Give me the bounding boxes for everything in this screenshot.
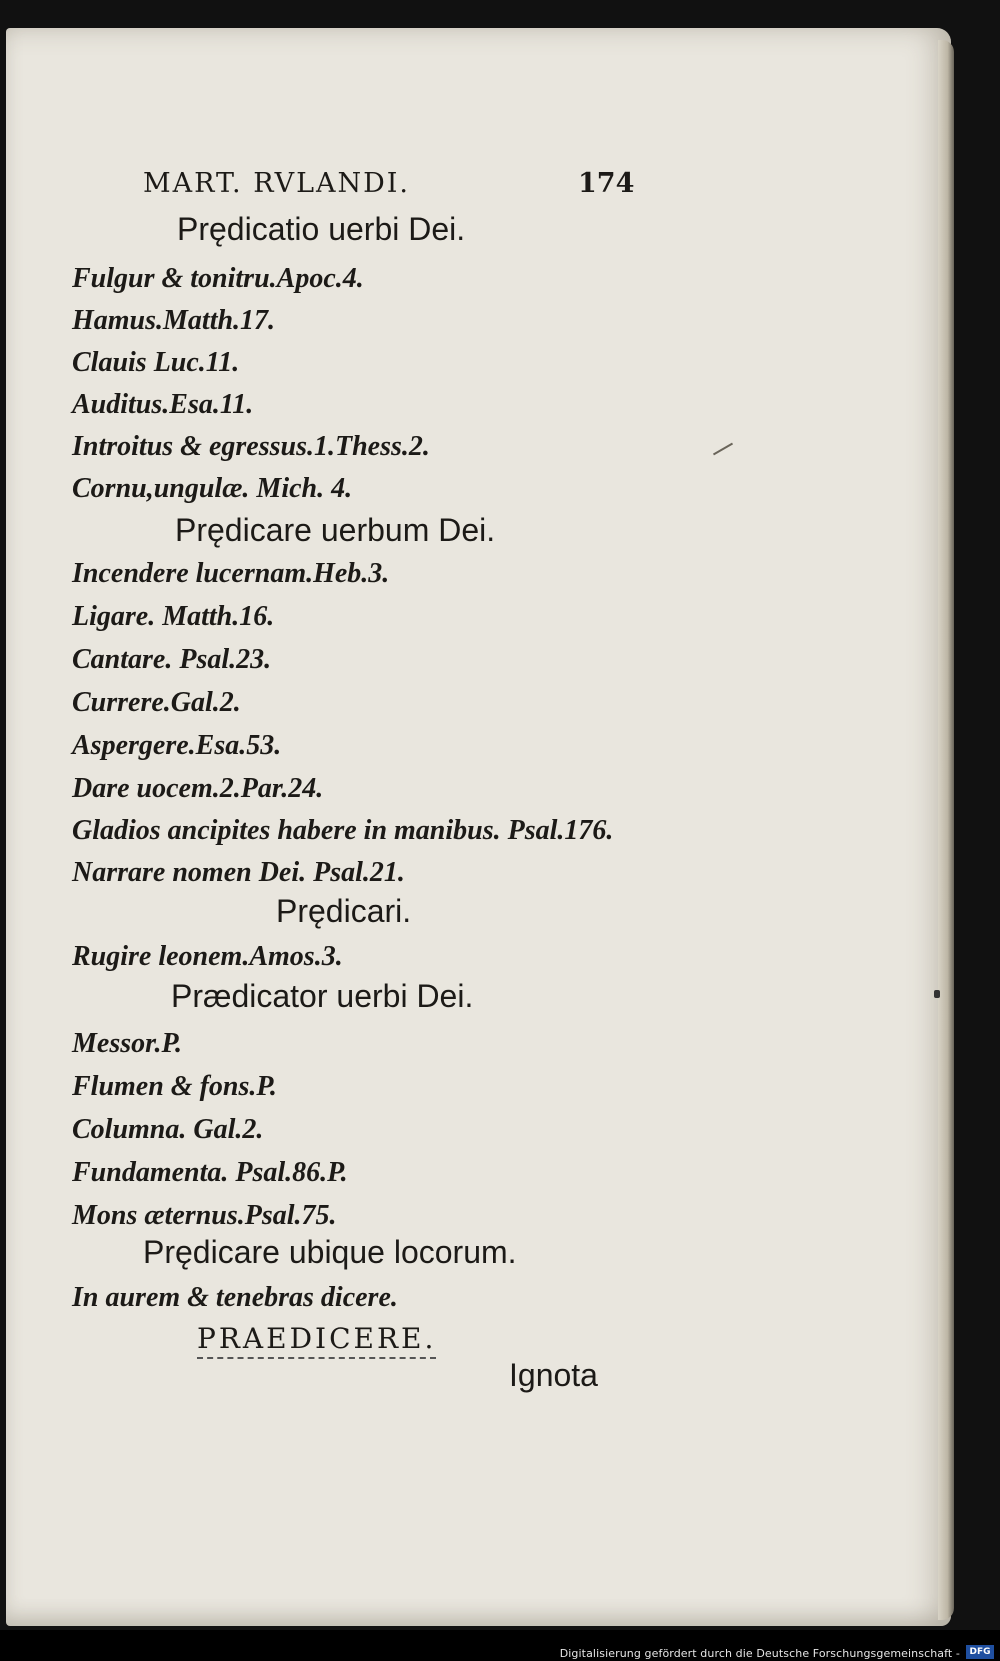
ink-speck (934, 990, 940, 998)
running-head: MART. RVLANDI. (143, 168, 411, 199)
catchword: Ignota (509, 1357, 598, 1393)
entry-line: Currere.Gal.2. (72, 687, 241, 718)
entry-line: Aspergere.Esa.53. (72, 730, 282, 761)
entry-line: Clauis Luc.11. (72, 347, 240, 378)
entry-line: Auditus.Esa.11. (72, 389, 254, 420)
funding-credit: Digitalisierung gefördert durch die Deutsche Forschungsgemeinschaft - (559, 1647, 960, 1660)
section-heading: Prędicare ubique locorum. (143, 1234, 517, 1270)
entry-line: In aurem & tenebras dicere. (72, 1282, 398, 1313)
page-edge (938, 40, 954, 1620)
section-heading: Prędicari. (276, 893, 412, 929)
section-heading: Prædicator uerbi Dei. (171, 978, 474, 1014)
entry-line: Cornu,ungulæ. Mich. 4. (72, 473, 353, 504)
lemma-heading: PRAEDICERE. (197, 1322, 436, 1359)
entry-line: Narrare nomen Dei. Psal.21. (72, 857, 405, 888)
page-number: 174 (578, 168, 635, 199)
entry-line: Dare uocem.2.Par.24. (72, 773, 324, 804)
dfg-logo: DFG (966, 1645, 994, 1659)
entry-line: Gladios ancipites habere in manibus. Psal.176. (72, 815, 614, 846)
entry-line: Ligare. Matth.16. (72, 601, 275, 632)
entry-line: Fundamenta. Psal.86.P. (72, 1157, 348, 1188)
entry-line: Mons æternus.Psal.75. (72, 1200, 337, 1231)
entry-line: Introitus & egressus.1.Thess.2. (72, 431, 430, 462)
entry-line: Flumen & fons.P. (72, 1071, 277, 1102)
entry-line: Rugire leonem.Amos.3. (72, 941, 343, 972)
section-heading: Prędicare uerbum Dei. (175, 512, 496, 548)
entry-line: Incendere lucernam.Heb.3. (72, 558, 390, 589)
section-heading: Prędicatio uerbi Dei. (177, 211, 466, 247)
entry-line: Cantare. Psal.23. (72, 644, 272, 675)
entry-line: Hamus.Matth.17. (72, 305, 276, 336)
entry-line: Columna. Gal.2. (72, 1114, 264, 1145)
entry-line: Messor.P. (72, 1028, 182, 1059)
entry-line: Fulgur & tonitru.Apoc.4. (72, 263, 364, 294)
